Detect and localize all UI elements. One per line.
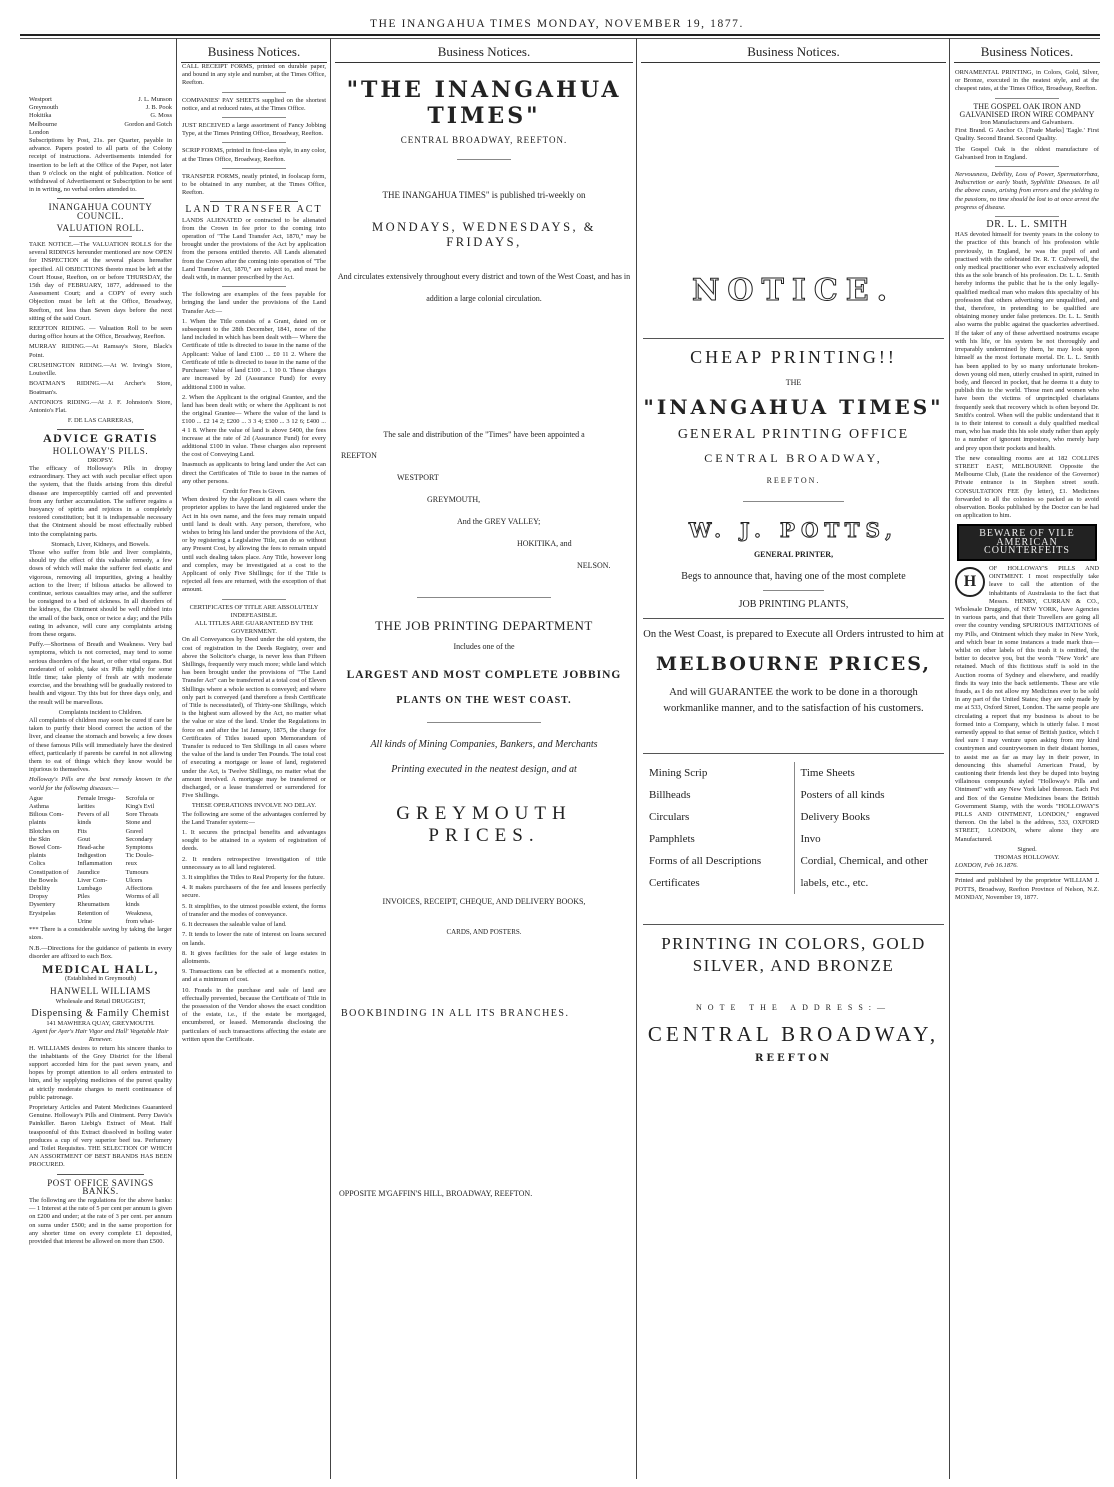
all-titles-heading: ALL TITLES ARE GUARANTEED BY THE GOVERNMENT.	[194, 619, 314, 636]
dropsy-heading: DROPSY.	[87, 456, 114, 464]
advantage-item: 3. It simplifies the Titles to Real Property for the future.	[182, 874, 325, 882]
holloway-heading: HOLLOWAY'S PILLS.	[52, 445, 149, 456]
agent-row: Greymouth J. B. Pook	[29, 104, 172, 112]
general-printer: GENERAL PRINTER,	[753, 550, 834, 559]
disease-item: Inflammation	[77, 860, 113, 868]
disease-item: Jaundice	[77, 868, 100, 876]
place: GREYMOUTH,	[427, 495, 481, 504]
list-item: Pamphlets	[649, 833, 695, 845]
disease-item: plaints	[29, 852, 47, 860]
column-heading: Business Notices.	[954, 38, 1100, 63]
london-date: LONDON, Feb 16.1876.	[955, 862, 1019, 870]
post-office-text: The following are the regulations for the above banks:— 1 Interest at the rate of 5 per cent per annum is given on £200 and under; at the rate of 3 per cent. per annum on sums under £500; and in the same proportion for any shorter time on every complete £1 deposited, provided that interest be allowed on more than £500.	[29, 1196, 172, 1245]
disease-item: Gravel	[125, 827, 144, 835]
disease-item: the Bowels	[29, 876, 58, 884]
divider	[57, 1174, 144, 1175]
saving-note: *** There is a considerable saving by taking the larger sizes.	[29, 926, 172, 942]
divider	[222, 168, 286, 169]
central-broadway-big: CENTRAL BROADWAY,	[647, 1022, 940, 1046]
thomas-holloway: THOMAS HOLLOWAY.	[994, 854, 1060, 862]
disease-item: Constipation of	[29, 868, 69, 876]
medical-hall-heading: MEDICAL HALL,	[42, 961, 159, 976]
brands: First Brand. G Anchor O. [Trade Marks] 'Eagle.' First Quality. Second Brand. Second Quality.	[955, 127, 1099, 143]
disease-item: King's Evil	[125, 803, 155, 811]
disease-item: Tic Doulo-	[125, 852, 154, 860]
advantage-item: 5. It simplifies, to the utmost possible extent, the forms of transfer and the modes of conveyance.	[182, 902, 326, 918]
divider	[222, 117, 286, 118]
disease-item: Bowel Com-	[29, 844, 62, 852]
credit-text: When desired by the Applicant in all cases where the proprietor applies to have the land registered under the Act in his own name, and the fees may remain unpaid until land is dealt with. Any person, therefore, who wishes to bring his land under the provisions of the Act, or by registering a Legislative Title, can do so without any Present Cost, by allowing the fees to remain unpaid until such dealing takes place. Any Title, however long and complex, may be investigated at a cost to the Applicant of only Five Shillings; for if the Title is rejected all fees are returned, with the exception of that amount.	[182, 496, 326, 594]
colors-heading: PRINTING IN COLORS, GOLD SILVER, AND BRONZE	[661, 934, 926, 975]
operations-heading: THESE OPERATIONS INVOLVE NO DELAY.	[191, 802, 317, 810]
all-titles-text: On all Conveyances by Deed under the old system, the cost of registration in the Deeds Registry, over and above the Solicitor's charge, is never less than Fifteen Shillings, frequently very much more; while land which has been brought under the provisions of "The Land Transfer Act" can be transferred at a total cost of Eleven Shillings where a whole section is conveyed; and where only part is conveyed (and therefore a fresh Certificate of Title is necessitated), of Thirty-one Shillings, which is the highest sum allowed by the Act, no matter what the value or size of the land. Under the Regulations in force on and after the 1st January, 1875, the charge for Certificates of Titles issued upon Memorandum of Transfer is reduced to Ten Shillings in all cases where the value of the land is under Ten Pounds. The total cost of executing a mortgage or lease of land, registered under the Act, is Twelve Shillings, no matter what the amount involved. A mortgage may be transferred or discharged, or a lease transferred or surrendered for Five Shillings.	[182, 636, 326, 800]
post-office-heading: POST OFFICE SAVINGS BANKS.	[47, 1177, 154, 1196]
hanwell-williams: HANWELL WILLIAMS	[50, 986, 151, 997]
column-3	[330, 38, 637, 1479]
disease-item: Fevers of all	[77, 811, 110, 819]
disease-item: Head-ache	[77, 844, 105, 852]
divider	[643, 753, 944, 754]
retail-line: Wholesale and Retail DRUGGIST,	[55, 997, 146, 1005]
certificates-heading: CERTIFICATES OF TITLE ARE ABSOLUTELY INDEFEASIBLE.	[189, 603, 319, 619]
column-2	[176, 38, 331, 1479]
disease-item: larities	[77, 803, 95, 811]
disease-item: Dysentery	[29, 901, 56, 909]
column-5	[949, 38, 1104, 1479]
west-coast-text: On the West Coast, is prepared to Execute all Orders intrusted to him at	[643, 629, 944, 640]
credit-heading: Credit for Fees is Given.	[222, 487, 286, 495]
divider	[57, 429, 144, 430]
valuation-notice: TAKE NOTICE.—The VALUATION ROLLS for the several RIDINGS hereunder mentioned are now OPEN for INSPECTION at the several places hereafter specified. All OBJECTIONS thereto must be left at the Court House, Reefton, on or before THURSDAY, the 15th day of FEBRUARY, 1877, addressed to the Assessment Court; and a COPY of every such Objection must be left at the Office, Broadway, Reefton, not less than Seven days before the next sitting of the said Court.	[29, 241, 172, 322]
stomach-text: Those who suffer from bile and liver complaints, should try the effect of this valuable remedy, a few doses of which will make the sufferer feel elastic and vigorous, removing all impurities, giving a healthy action to the liver; if bilious attacks be allowed to continue, serious casualties may arise, and the sufferer be consigned to a bed of sickness. In all disorders of the kidneys, the Ointment should be well rubbed into the small of the back, once or twice a day; and the Pills eating in advance, will cure any complaints arising from these organs.	[29, 548, 172, 638]
executed-line: Printing executed in the neatest design, and at	[391, 764, 577, 775]
cards-line: CARDS, AND POSTERS.	[446, 928, 522, 936]
opposite-line: OPPOSITE M'GAFFIN'S HILL, BROADWAY, REEFTON.	[339, 1189, 533, 1198]
advantage-item: 6. It decreases the saleable value of land.	[182, 921, 287, 929]
divider	[763, 590, 824, 591]
disease-item: Liver Com-	[77, 876, 108, 884]
disease-item: Affections	[125, 885, 153, 893]
divider	[643, 338, 944, 339]
nervousness-text: Nervousness, Debility, Loss of Power, Spermatorrhœa, Indiscretion or early Youth, Syphilitic Diseases. In all the above cases, arising from errors and the yielding to the passions, no time should be lost to at once arrest the progress of disease.	[955, 171, 1099, 211]
signed-line: Signed.	[1017, 845, 1037, 853]
gospel-sub: Iron Manufacturers and Galvanisers.	[980, 119, 1074, 127]
the-line: THE	[785, 378, 802, 387]
divider	[427, 722, 541, 723]
disease-item: Sore Throats	[125, 811, 159, 819]
stomach-heading: Stomach, Liver, Kidneys, and Bowels.	[51, 540, 150, 548]
inangahua-times: "INANGAHUA TIMES"	[643, 395, 944, 419]
disease-item: Indigestion	[77, 852, 107, 860]
disease-item: Retention of	[77, 909, 110, 917]
divider	[743, 501, 844, 502]
divider	[222, 599, 286, 600]
greymouth-prices: GREYMOUTH PRICES.	[396, 803, 572, 846]
disease-grid	[29, 795, 172, 926]
insomuch-text: Inasmuch as applicants to bring land under the Act can direct the Certificates of Title to issue in the names of any other persons.	[182, 461, 326, 485]
dr-smith-text: HAS devoted himself for twenty years in the colony to the practice of this branch of his profession while previously, in England, he was the pupil of and practised with the celebrated Dr. R. T. Culverwell, the only medical practitioner who ever exclusively adopted this as the sole branch of his profession. Dr. L. L. Smith hereby informs the public that he is the only legally-qualified medical man who makes this speciality of his profession that others advertising are unqualified, and that, therefore, in pretending to be qualified are obtaining money under false pretences. Dr. L. L. Smith also warns the public against the quackeries advertised. If the taker of any of these advertised nostrums escape with his life, or his system be not thoroughly and irreparably undermined by them, he may look upon himself as the most fortunate mortal. Dr. L. L. Smith has been applied to by so many unfortunate broken-down young old men, utterly crushed in spirit, ruined in body, and fleeced in pocket, that he deems it a duty to publish this to the world. Those men and women who have been the victims of unprincipled charlatans frequently seek that recovery which is often beyond Dr. Smith's control. When will the public understand that it is to their interest to consult a duly qualified medical man, who has made this his sole study rather than apply to a number of ignorant impostors, who merely harp and prey upon their pockets and health.	[955, 231, 1099, 452]
includes-line: Includes one of the	[453, 642, 515, 651]
agent-line: Agent for Ayer's Hair Vigor and Hall' Vegetable Hair Renewer.	[32, 1028, 169, 1044]
place: And the GREY VALLEY;	[457, 517, 541, 526]
list-item: Time Sheets	[794, 762, 939, 784]
subscription-terms: Subscriptions by Post, 21s. per Quarter, payable in advance. Papers posted to all parts of the Colony receipt of instructions. Advertisements intended for insertion to be left at the Office of the Paper, not later than 9 o'clock on the night of publication. Notice of withdrawal of Advertisement or Subscription to be sent in in writing, no verbal orders attended to.	[29, 137, 172, 194]
remedy-intro: Holloway's Pills are the best remedy known in the world for the following diseases:—	[29, 776, 172, 792]
disease-item: Worms of all	[125, 893, 159, 901]
divider	[222, 142, 286, 143]
published-line: THE INANGAHUA TIMES" is published tri-weekly on	[382, 190, 586, 200]
bookbinding-line: BOOKBINDING IN ALL ITS BRANCHES.	[341, 1008, 570, 1019]
imprint: Printed and published by the proprietor WILLIAM J. POTTS, Broadway, Reefton Province of Nelson, N.Z. MONDAY, November 19, 1877.	[955, 877, 1099, 901]
circulation-text: And circulates extensively throughout every district and town of the West Coast, and has in addition a large colonial circulation.	[337, 272, 631, 303]
general-printing: GENERAL PRINTING OFFICE	[677, 427, 910, 442]
divider	[643, 618, 944, 619]
disease-item: Lumbago	[77, 885, 102, 893]
divider	[995, 216, 1059, 217]
disease-item: Weakness,	[125, 909, 153, 917]
place: NELSON.	[577, 561, 611, 570]
disease-item: Urine	[77, 917, 92, 925]
gospel-oak-heading: THE GOSPEL OAK IRON AND GALVANISED IRON WIRE COMPANY	[959, 101, 1095, 119]
agent-row: Hokitika G. Moss	[29, 112, 172, 120]
disease-item: Colics	[29, 860, 46, 868]
established: (Established in Greymouth)	[65, 975, 136, 983]
disease-item: Fits	[77, 827, 87, 835]
disease-item: Asthma	[29, 803, 49, 811]
masthead: THE INANGAHUA TIMES MONDAY, NOVEMBER 19, 1877.	[370, 18, 744, 30]
publication-days: MONDAYS, WEDNESDAYS, & FRIDAYS,	[371, 220, 596, 249]
children-text: All complaints of children may soon be cured if care be taken to purify their blood correct the action of the liver, and cleanse the stomach and bowels; a few doses of these famous Pills will immediately have the desired effect, particularly if parents be careful in not allowing them to eat of things which they know would be injurious to themselves.	[29, 717, 172, 774]
advantage-item: 1. It secures the principal benefits and advantages sought to be attained in a system of registration of deeds.	[182, 829, 326, 853]
dropsy-text: The efficacy of Holloway's Pills in dropsy extraordinary. They act with such peculiar effect upon the system, that the fluids arising from this direful disease are imperceptibly carried off and prevented from any further accumulation. The sufferer regains a buoyancy of spirits and rejoices in a completely restored constitution; but it is indispensable necessary that the Ointment should be most effectually rubbed into the complaining parts.	[29, 464, 172, 538]
dispensing-heading: Dispensing & Family Chemist	[31, 1007, 170, 1019]
disease-item: Piles	[77, 893, 90, 901]
disease-item: Tumours	[125, 868, 149, 876]
advantage-item: 9. Transactions can be effected at a moment's notice, and at a minimum of cost.	[182, 968, 326, 984]
disease-item: Scrofula or	[125, 794, 155, 802]
reefton-line: REEFTON.	[766, 476, 821, 485]
begs-line: Begs to announce that, having one of the most complete	[681, 571, 906, 582]
advice-heading: ADVICE GRATIS	[43, 431, 158, 446]
disease-item: kinds	[77, 819, 92, 827]
council-title: INANGAHUA COUNTY COUNCIL.	[48, 202, 153, 221]
all-kinds-line: All kinds of Mining Companies, Bankers, and Merchants	[370, 739, 598, 750]
divider	[995, 98, 1059, 99]
list-item: Certificates	[649, 877, 700, 889]
pay-sheets-notice: COMPANIES' PAY SHEETS supplied on the shortest notice, and at reduced rates, at the Times Office.	[182, 96, 326, 112]
agents-list	[29, 96, 172, 137]
list-item: labels, etc., etc.	[794, 872, 939, 894]
call-receipt-notice: CALL RECEIPT FORMS, printed on durable paper, and bound in any style and number, at the Times Office, Reefton.	[182, 63, 326, 87]
note-address: NOTE THE ADDRESS:—	[696, 1003, 891, 1012]
dr-smith-heading: DR. L. L. SMITH	[986, 219, 1068, 231]
reefton-ornate: REEFTON	[755, 1053, 832, 1064]
advantage-item: 7. It tends to lower the rate of interest on loans secured on lands.	[182, 931, 326, 947]
times-title: "THE INANGAHUA TIMES"	[346, 77, 622, 129]
largest-line: LARGEST AND MOST COMPLETE JOBBING	[346, 669, 622, 681]
counterfeit-text: H OF HOLLOWAY'S PILLS AND OINTMENT. I most respectfully take leave to call the attention of the inhabitants of Australasia to the fact that Messrs. HENRY, CURRAN & CO., Wholesale Druggists, of NEW YORK, have Agencies in various parts, and that their Travellers are going all over the country vending SPURIOUS IMITATIONS of my Pills, and Ointment which they make in New York, and which bear in some instances a trade mark thus— whilst on other labels of this trash it is omitted, the better to deceive you, but the words "New York" are retained. Much of this fictitious stuff is sold in the Auction rooms of Sydney and elsewhere, and readily finds its way into the back settlements. These are vile frauds, as I do not allow my Medicines ever to be sold in any part of the United States; they are only made by me at 533, Oxford Street, London. The same people are circulating a report that my business is about to be formed into a Company, which is utterly false. I most earnestly appeal to that sense of British justice, which I feel sure I may venture upon asking from my kind countrymen and countrywomen in their distant homes, to assist me as far as may lay in their power, in denouncing this shameful American Fraud, by cautioning their friends lest they be duped into buying villainous compounds styled "Holloway's Pills and Ointment" with any New York label thereon. Each Pot and Box of the Genuine Medicines bears the British Government Stamp, with the words "HOLLOWAY'S PILLS AND OINTMENT, LONDON," engraved thereon. On the label is the address, 533, OXFORD STREET, LONDON, where alone they are Manufactured.	[955, 564, 1099, 843]
consulting-rooms: The new consulting rooms are at 182 COLLINS STREET EAST, MELBOURNE Opposite the Melbourne Club, (Late the residence of the Governor) Private entrance is in Stephen street south. CONSULTATION FEE (by letter), £1. Medicines forwarded to all the colonies so packed as to avoid observation. Books published by the Doctor can be had on application to him.	[955, 454, 1099, 520]
disease-item: Gout	[77, 835, 91, 843]
holloway-trademark-icon: H	[955, 567, 985, 597]
disease-item: Female Irregu-	[77, 794, 116, 802]
times-address: CENTRAL BROADWAY, REEFTON.	[400, 135, 568, 145]
list-item: Mining Scrip	[649, 767, 708, 779]
divider	[57, 198, 144, 199]
riding-item: ANTONIO'S RIDING.—At J. F. Johnston's Store, Antonio's Flat.	[29, 398, 172, 414]
disease-item: Stone and	[125, 819, 152, 827]
land-transfer-heading: LAND TRANSFER ACT	[185, 204, 323, 216]
disease-item: the Skin	[29, 835, 51, 843]
invoices-line: INVOICES, RECEIPT, CHEQUE, AND DELIVERY BOOKS,	[382, 897, 586, 906]
divider	[643, 924, 944, 925]
council-subtitle: VALUATION ROLL.	[56, 222, 145, 233]
list-item: Forms of all Descriptions	[649, 855, 762, 867]
riding-item: CRUSHINGTON RIDING.—At W. Irving's Store, Louisville.	[29, 361, 172, 378]
printing-list	[643, 762, 944, 894]
ornamental-notice: ORNAMENTAL PRINTING, in Colors, Gold, Silver, or Bronze, executed in the neatest style, and at the cheapest rates, at the Times Office, Broadway, Reefton.	[955, 69, 1099, 93]
riding-item: MURRAY RIDING.—At Ramsay's Store, Black's Point.	[29, 343, 172, 359]
cheap-printing: CHEAP PRINTING!!	[690, 347, 897, 367]
agent-row: Westport J. L. Munson	[29, 96, 172, 103]
disease-item: Blotches on	[29, 827, 60, 835]
fees-1: 1. When the Title consists of a Grant, dated on or subsequent to the 28th December, 1841, none of the land included in which has been dealt with— Where the Certificate of title is directed to issue in the name of the Applicant: Value of land £100 ... £0 11 2. Where the Certificate of title is directed to issue in the name of the Purchaser: Value of land £100 ... 1 10 0. These charges are increased by 2d (Assurance Fund) for every additional £100 in value.	[182, 317, 326, 391]
riding-item: BOATMAN'S RIDING.—At Archer's Store, Boatman's.	[29, 380, 172, 396]
advantage-item: 4. It makes purchasers of the fee and lessees perfectly secure.	[182, 884, 326, 900]
land-transfer-text: LANDS ALIENATED or contracted to be alienated from the Crown in fee prior to the coming into operation of "The Land Transfer Act, 1870," may be brought under the provisions of the Act by application from the persons entitled thereto. All Lands alienated from the Crown after the coming into operation of "The Land Transfer Act, 1870," are subject to, and must be dealt with, in manner prescribed by the Act.	[182, 216, 326, 282]
notice-heading: NOTICE.	[691, 273, 896, 308]
divider	[210, 201, 298, 202]
advantage-item: 10. Frauds in the purchase and sale of land are effectually prevented, because the Certificate of Title in the possession of the Vendor shows the exact condition of the estate, i.e., if the estate be mortgaged, encumbered, or leased. Memoranda disclosing the particulars of such transactions affecting the estate are written upon the Certificate.	[182, 986, 326, 1043]
melbourne-prices: MELBOURNE PRICES,	[656, 653, 931, 675]
divider	[955, 873, 1099, 874]
williams-text: H. WILLIAMS desires to return his sincere thanks to the inhabitants of the Grey District for the liberal support accorded him for the past seven years, and hopes by prompt attention to all orders entrusted to him, and by supplying medicines of the purest quality at strictly moderate charges to merit continuance of public patronage.	[29, 1044, 172, 1101]
sale-line: The sale and distribution of the "Times" have been appointed a	[383, 430, 585, 439]
disease-item: Ulcers	[125, 876, 143, 884]
agent-row: London	[29, 128, 49, 136]
signature: F. DE LAS CARRERAS,	[67, 417, 134, 425]
column-heading: Business Notices.	[641, 38, 946, 63]
patent-text: Proprietary Articles and Patent Medicines Guaranteed Genuine. Holloway's Pills and Ointment. Perry Davis's Painkiller. Baron Liebig's Extract of Meat. Half teaspoonful of this Extract dissolved in boiling water produces a cup of very superior beef tea. Perfumery and Toilet Requisites. THE SELECTION OF WHICH AN ASSORTMENT OF BEST BRANDS HAS BEEN PROCURED.	[29, 1103, 172, 1169]
column-1	[24, 38, 177, 1479]
disease-item: Secondary	[125, 835, 153, 843]
advantage-item: 8. It gives facilities for the sale of large estates in allotments.	[182, 949, 326, 965]
riding-item: REEFTON RIDING. — Valuation Roll to be seen during office hours at the Office, Broadway, Reefton.	[29, 325, 172, 341]
advantage-item: 2. It renders retrospective investigation of title unnecessary as to all land registered.	[182, 855, 326, 871]
disease-item: Bilious Com-	[29, 811, 64, 819]
transfer-forms-notice: TRANSFER FORMS, neatly printed, in foolscap form, to be obtained in any number, at the Times Office, Reefton.	[182, 172, 326, 197]
agent-row: Melbourne Gordon and Gotch	[29, 120, 172, 128]
disease-item: from what-	[125, 917, 155, 925]
column-heading: Business Notices.	[181, 38, 327, 63]
puffy-text: Puffy.—Shortness of Breath and Weakness. Very bad symptoms, which is not corrected, may tend to some serious disorders of the heart, or other vital organs. But moderated of solids, take six Pills nightly for some little time; take plenty of fresh air with moderate exercise, and the breathing will be gradually restored to health and vigour. Try this but for three days only, and the result will be marvellous.	[29, 641, 172, 706]
disease-item: Rheumatism	[77, 901, 110, 909]
divider	[222, 286, 286, 287]
disease-item: Debility	[29, 885, 50, 893]
divider	[417, 597, 551, 598]
disease-item: Erysipelas	[29, 909, 56, 917]
disease-item: Ague	[29, 794, 43, 802]
children-heading: Complaints incident to Children.	[58, 708, 143, 716]
job-dept-heading: THE JOB PRINTING DEPARTMENT	[375, 618, 593, 633]
gospel-oak-text: The Gospel Oak is the oldest manufacture of Galvanised Iron in England.	[955, 145, 1099, 161]
divider	[995, 166, 1059, 167]
disease-item: kinds	[125, 901, 140, 909]
distribution-places	[337, 445, 631, 577]
list-item: Invo	[794, 828, 939, 850]
scrip-notice: SCRIP FORMS, printed in first-class style, in any color, at the Times Office, Broadway, Reefton.	[182, 147, 326, 163]
list-item: Circulars	[649, 811, 690, 823]
potts-name: W. J. POTTS,	[688, 518, 899, 542]
advantages-intro: The following are some of the advantages conferred by the Land Transfer system:—	[182, 810, 326, 826]
disease-item: plaints	[29, 819, 47, 827]
guarantee-text: And will GUARANTEE the work to be done in a thorough workmanlike manner, and to the satisfaction of his customers.	[663, 687, 924, 714]
place: WESTPORT	[397, 473, 439, 482]
nb-note: N.B.—Directions for the guidance of patients in every disorder are affixed to each Box.	[29, 944, 172, 960]
job-plants: JOB PRINTING PLANTS,	[738, 599, 849, 610]
divider	[222, 92, 286, 93]
disease-item: Symptoms	[125, 844, 154, 852]
disease-item: Dropsy	[29, 893, 48, 901]
quay-address: 141 MAWHERA QUAY, GREYMOUTH.	[46, 1019, 155, 1027]
central-broadway: CENTRAL BROADWAY,	[704, 451, 883, 465]
fees-2: 2. When the Applicant is the original Grantee, and the land has been dealt with; or where the Applicant is not the original Grantee— Where the value of the land is £100 ... £2 14 2; £200 ... 3 3 4; £300 ... 3 12 6; £400 ... 4 1 8. Where the value of land is above £400, the fees increase at the rate of 2d (Assurance Fund) for every additional £100 in value. These charges also represent the cost of Conveying Land.	[182, 393, 326, 459]
list-item: Posters of all kinds	[794, 784, 939, 806]
column-heading: Business Notices.	[335, 38, 633, 63]
divider	[69, 236, 132, 237]
column-4	[636, 38, 950, 1479]
divider	[457, 159, 511, 160]
disease-item	[29, 918, 75, 926]
disease-item: reux	[125, 860, 138, 868]
place: HOKITIKA, and	[517, 539, 572, 548]
plants-line: PLANTS ON THE WEST COAST.	[396, 695, 572, 706]
list-item: Billheads	[649, 789, 691, 801]
type-notice: JUST RECEIVED a large assortment of Fancy Jobbing Type, at the Times Printing Office, Broadway, Reefton.	[182, 122, 326, 138]
fees-intro: The following are examples of the fees payable for bringing the land under the provisions of the Land Transfer Act:—	[182, 291, 326, 315]
list-item: Cordial, Chemical, and other	[794, 850, 939, 872]
list-item: Delivery Books	[794, 806, 939, 828]
beware-banner: BEWARE OF VILE AMERICAN COUNTERFEITS	[957, 524, 1097, 561]
place: REEFTON	[341, 451, 377, 460]
